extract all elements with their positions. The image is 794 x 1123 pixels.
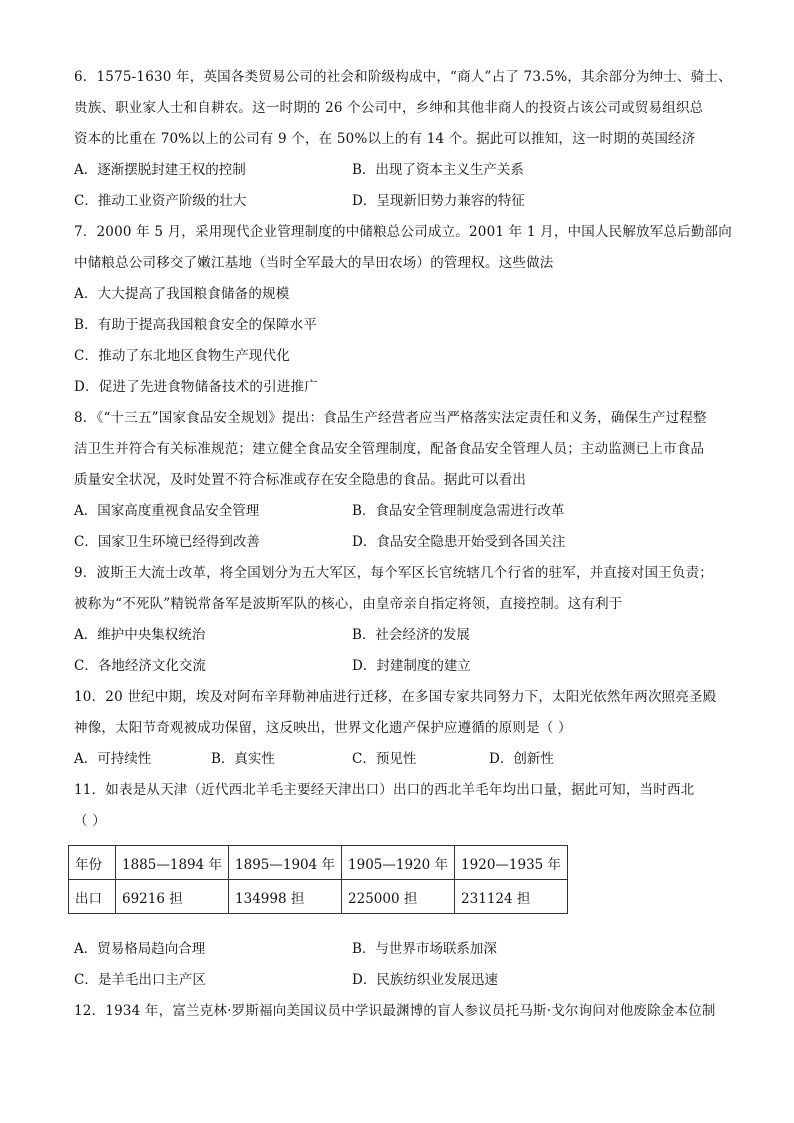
table-cell: 1920—1935 年 — [455, 846, 568, 880]
option-b: B．食品安全管理制度急需进行改革 — [352, 503, 565, 519]
option-d: D．创新性 — [489, 751, 554, 767]
option-c: C．预见性 — [352, 751, 417, 767]
option-c: C．推动工业资产阶级的壮大 — [74, 193, 247, 209]
option-d: D．民族纺织业发展迅速 — [352, 972, 498, 988]
table-cell: 231124 担 — [455, 880, 568, 914]
question-text-line: 9．波斯王大流士改革，将全国划分为五大军区，每个军区长官统辖几个行省的驻军，并直接对国王负责； — [74, 565, 713, 581]
question-text-line: 资本的比重在 70%以上的公司有 9 个，在 50%以上的有 14 个。据此可以推知，这一时期的英国经济 — [74, 131, 696, 147]
question-7 — [74, 217, 732, 403]
question-text-line: 质量安全状况，及时处置不符合标准或存在安全隐患的食品。据此可以看出 — [74, 472, 527, 488]
options-row — [74, 496, 726, 527]
question-text-line: （ ） — [74, 813, 106, 829]
option-a: A．可持续性 — [74, 751, 152, 767]
question-8 — [74, 403, 726, 558]
option-d: D．促进了先进食物储备技术的引进推广 — [74, 379, 318, 395]
option-c: C．国家卫生环境已经得到改善 — [74, 534, 260, 550]
table-cell: 年份 — [69, 846, 116, 880]
question-text-line: 10．20 世纪中期，埃及对阿布辛拜勒神庙进行迁移，在多国专家共同努力下，太阳光依然年两次照亮圣殿 — [74, 689, 717, 705]
table-cell: 1905—1920 年 — [342, 846, 455, 880]
option-c: C．推动了东北地区食物生产现代化 — [74, 348, 291, 364]
table-cell: 出口 — [69, 880, 116, 914]
table-row — [69, 880, 568, 914]
option-a: A．大大提高了我国粮食储备的规模 — [74, 286, 290, 302]
option-a: A．维护中央集权统治 — [74, 627, 206, 643]
question-text-line: 7．2000 年 5 月，采用现代企业管理制度的中储粮总公司成立。2001 年 1 月，中国人民解放军总后勤部向 — [74, 224, 732, 240]
question-11 — [74, 775, 726, 996]
option-b: B．真实性 — [211, 751, 275, 767]
table-cell: 134998 担 — [229, 880, 342, 914]
options-row — [74, 934, 726, 965]
option-b: B．社会经济的发展 — [352, 627, 470, 643]
option-c: C．各地经济文化交流 — [74, 658, 206, 674]
option-d: D．呈现新旧势力兼容的特征 — [352, 193, 525, 209]
options-row — [74, 155, 726, 186]
question-text-line: 8．《“十三五”国家食品安全规划》提出：食品生产经营者应当严格落实法定责任和义务，确保生产过程整 — [74, 410, 707, 426]
question-text-line: 神像，太阳节奇观被成功保留，这反映出，世界文化遗产保护应遵循的原则是（ ） — [74, 720, 572, 736]
options-row — [74, 527, 726, 558]
question-text-line: 11．如表是从天津（近代西北羊毛主要经天津出口）出口的西北羊毛年均出口量，据此可知，当时西北 — [74, 782, 695, 798]
wool-export-table — [68, 845, 568, 914]
option-d: D．封建制度的建立 — [352, 658, 471, 674]
options-row — [74, 620, 726, 651]
table-header-row — [69, 846, 568, 880]
question-text-line: 贵族、职业家人士和自耕农。这一时期的 26 个公司中，乡绅和其他非商人的投资占该公司或贸易组织总 — [74, 100, 704, 116]
table-cell: 1885—1894 年 — [116, 846, 229, 880]
question-9 — [74, 558, 726, 682]
options-row — [74, 965, 726, 996]
option-b: B．与世界市场联系加深 — [352, 941, 497, 957]
question-text-line: 中储粮总公司移交了嫩江基地（当时全军最大的旱田农场）的管理权。这些做法 — [74, 255, 554, 271]
option-d: D．食品安全隐患开始受到各国关注 — [352, 534, 566, 550]
option-a: A．国家高度重视食品安全管理 — [74, 503, 260, 519]
question-12 — [74, 996, 726, 1027]
table-cell: 69216 担 — [116, 880, 229, 914]
options-row — [74, 186, 726, 217]
question-text-line: 洁卫生并符合有关标准规范；建立健全食品安全管理制度，配备食品安全管理人员；主动监测已上市食品 — [74, 441, 705, 457]
options-row — [74, 744, 726, 775]
question-text-line: 被称为“不死队”精锐常备军是波斯军队的核心，由皇帝亲自指定将领，直接控制。这有利于 — [74, 596, 623, 612]
question-10 — [74, 682, 726, 775]
table-cell: 1895—1904 年 — [229, 846, 342, 880]
option-b: B．有助于提高我国粮食安全的保障水平 — [74, 317, 318, 333]
question-6 — [74, 62, 732, 217]
table-cell: 225000 担 — [342, 880, 455, 914]
option-c: C．是羊毛出口主产区 — [74, 972, 206, 988]
options-row — [74, 651, 726, 682]
exam-page — [74, 62, 732, 1027]
question-text-line: 6．1575-1630 年，英国各类贸易公司的社会和阶级构成中，“商人”占了 73.5%，其余部分为绅士、骑士、 — [74, 69, 732, 85]
option-a: A．贸易格局趋向合理 — [74, 941, 206, 957]
option-a: A．逐渐摆脱封建王权的控制 — [74, 162, 246, 178]
option-b: B．出现了资本主义生产关系 — [352, 162, 524, 178]
question-text-line: 12．1934 年，富兰克林·罗斯福向美国议员中学识最渊博的盲人参议员托马斯·戈尔询问对他废除金本位制 — [74, 1003, 716, 1019]
